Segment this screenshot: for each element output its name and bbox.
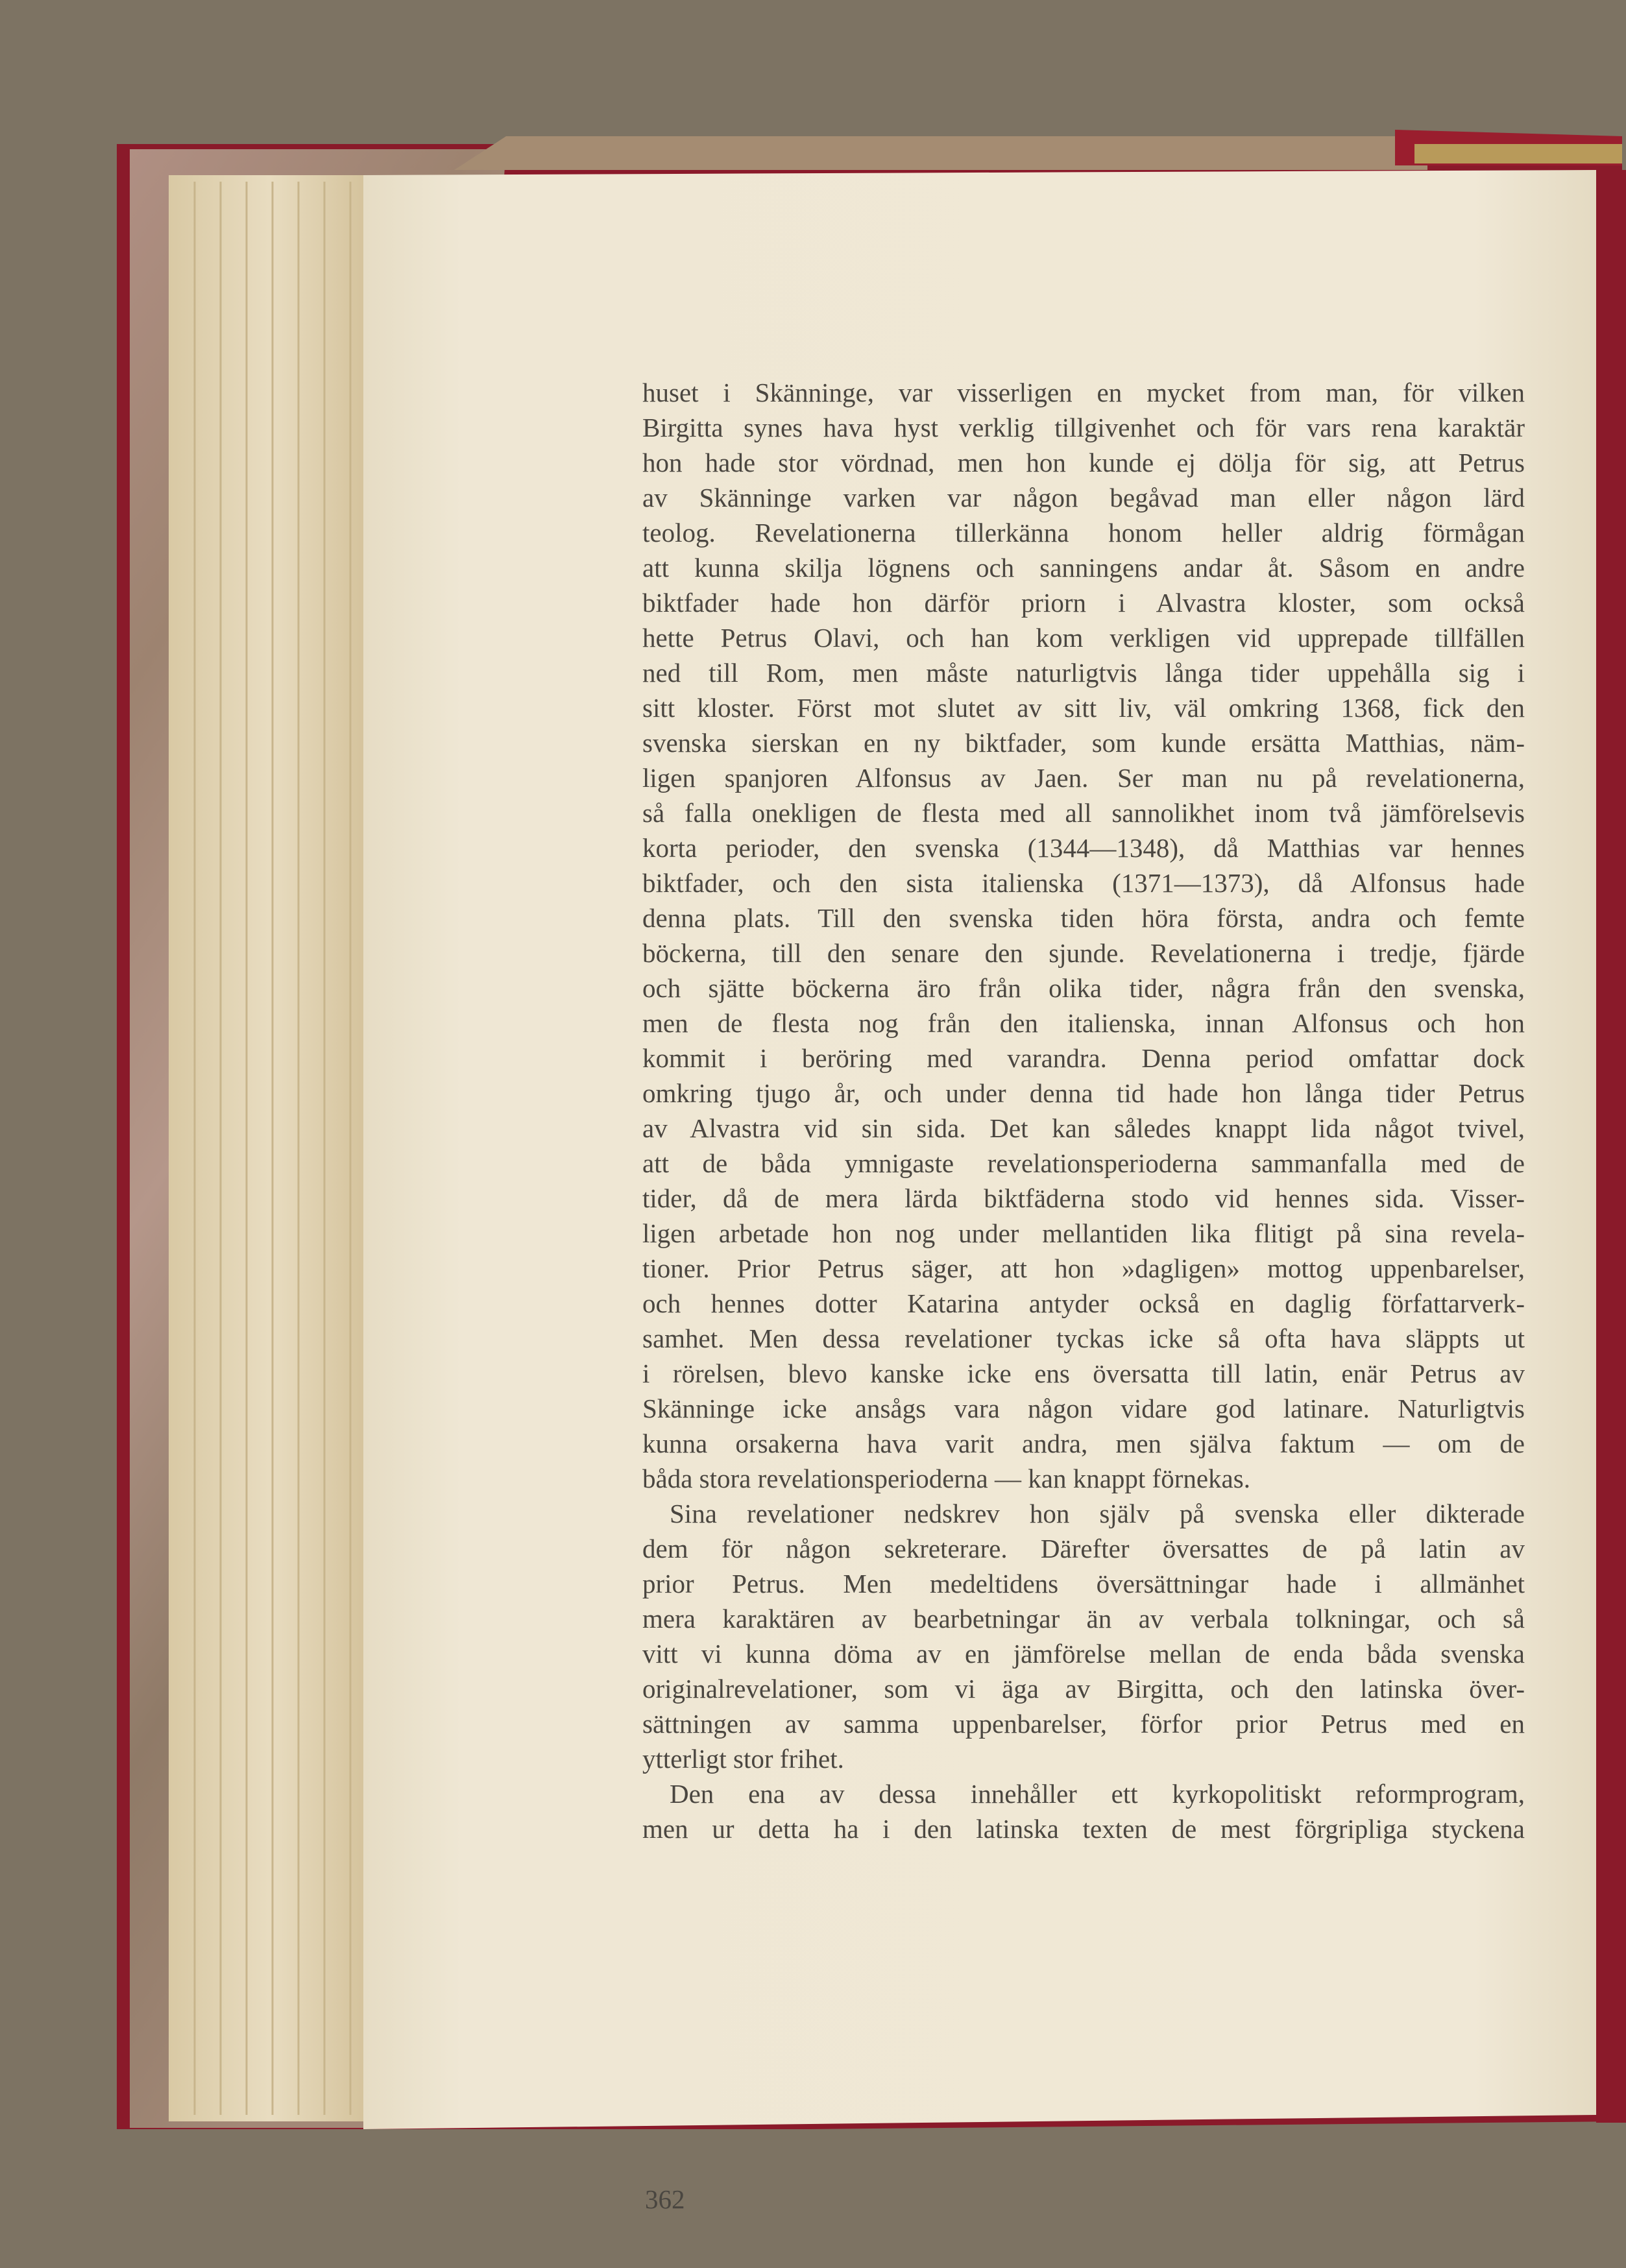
text-line: sättningen av samma uppenbarelser, förfor prior Petrus med en bbox=[642, 1709, 1525, 1739]
text-line: sitt kloster. Först mot slutet av sitt liv, väl omkring 1368, fick den bbox=[642, 693, 1525, 723]
text-line: att de båda ymnigaste revelationsperioderna sammanfalla med de bbox=[642, 1148, 1525, 1178]
text-line: och hennes dotter Katarina antyder också en daglig författarverk- bbox=[642, 1288, 1525, 1318]
text-line: böckerna, till den senare den sjunde. Revelationerna i tredje, fjärde bbox=[642, 938, 1525, 968]
text-line: hette Petrus Olavi, och han kom verkligen vid upprepade tillfällen bbox=[642, 623, 1525, 653]
page bbox=[363, 170, 1596, 2214]
text-line: ligen arbetade hon nog under mellantiden lika flitigt på sina revela- bbox=[642, 1218, 1525, 1248]
text-line: ytterligt stor frihet. bbox=[642, 1744, 844, 1774]
text-line: och sjätte böckerna äro från olika tider, några från den svenska, bbox=[642, 973, 1525, 1003]
text-line: att kunna skilja lögnens och sanningens andar åt. Såsom en andre bbox=[642, 553, 1525, 583]
text-line: båda stora revelationsperioderna — kan knappt förnekas. bbox=[642, 1464, 1250, 1493]
text-line: Skänninge icke ansågs vara någon vidare god latinare. Naturligtvis bbox=[642, 1393, 1525, 1423]
text-line: ned till Rom, men måste naturligtvis långa tider uppehålla sig i bbox=[642, 658, 1525, 688]
text-line: vitt vi kunna döma av en jämförelse mellan de enda båda svenska bbox=[642, 1639, 1525, 1669]
text-line: prior Petrus. Men medeltidens översättningar hade i allmänhet bbox=[642, 1569, 1525, 1598]
text-line: huset i Skänninge, var visserligen en mycket from man, för vilken bbox=[642, 378, 1525, 407]
body-text bbox=[642, 375, 1525, 1846]
page-stack bbox=[169, 175, 370, 2121]
text-line: tider, då de mera lärda biktfäderna stodo vid hennes sida. Visser- bbox=[642, 1183, 1525, 1213]
text-line: Sina revelationer nedskrev hon själv på svenska eller dikterade bbox=[670, 1499, 1525, 1528]
text-line: av Alvastra vid sin sida. Det kan således knappt lida något tvivel, bbox=[642, 1113, 1525, 1143]
text-line: Den ena av dessa innehåller ett kyrkopolitiskt reformprogram, bbox=[670, 1779, 1525, 1809]
text-line: hon hade stor vördnad, men hon kunde ej dölja för sig, att Petrus bbox=[642, 448, 1525, 477]
text-line: mera karaktären av bearbetningar än av verbala tolkningar, och så bbox=[642, 1604, 1525, 1634]
text-line: men ur detta ha i den latinska texten de mest förgripliga styckena bbox=[642, 1814, 1525, 1844]
text-line: Birgitta synes hava hyst verklig tillgivenhet och för vars rena karaktär bbox=[642, 413, 1525, 442]
text-line: tioner. Prior Petrus säger, att hon »dagligen» mottog uppenbarelser, bbox=[642, 1253, 1525, 1283]
text-line: kunna orsakerna hava varit andra, men själva faktum — om de bbox=[642, 1429, 1525, 1458]
text-line: omkring tjugo år, och under denna tid hade hon långa tider Petrus bbox=[642, 1078, 1525, 1108]
text-line: denna plats. Till den svenska tiden höra första, andra och femte bbox=[642, 903, 1525, 933]
text-line: biktfader, och den sista italienska (1371—1373), då Alfonsus hade bbox=[642, 868, 1525, 898]
gilt-edge bbox=[1414, 144, 1622, 163]
text-line: samhet. Men dessa revelationer tyckas icke så ofta hava släppts ut bbox=[642, 1323, 1525, 1353]
text-line: i rörelsen, blevo kanske icke ens översatta till latin, enär Petrus av bbox=[642, 1358, 1525, 1388]
text-line: men de flesta nog från den italienska, innan Alfonsus och hon bbox=[642, 1008, 1525, 1038]
text-line: dem för någon sekreterare. Därefter översattes de på latin av bbox=[642, 1534, 1525, 1563]
text-line: korta perioder, den svenska (1344—1348), då Matthias var hennes bbox=[642, 833, 1525, 863]
text-line: originalrevelationer, som vi äga av Birgitta, och den latinska över- bbox=[642, 1674, 1525, 1704]
text-line: biktfader hade hon därför priorn i Alvastra kloster, som också bbox=[642, 588, 1525, 618]
text-line: kommit i beröring med varandra. Denna period omfattar dock bbox=[642, 1043, 1525, 1073]
text-line: så falla onekligen de flesta med all sannolikhet inom två jämförelsevis bbox=[642, 798, 1525, 828]
text-line: teolog. Revelationerna tillerkänna honom heller aldrig förmågan bbox=[642, 518, 1525, 548]
text-line: svenska sierskan en ny biktfader, som kunde ersätta Matthias, näm- bbox=[642, 728, 1525, 758]
text-line: av Skänninge varken var någon begåvad man eller någon lärd bbox=[642, 483, 1525, 513]
text-line: ligen spanjoren Alfonsus av Jaen. Ser man nu på revelationerna, bbox=[642, 763, 1525, 793]
page-number: 362 bbox=[645, 2184, 685, 2214]
